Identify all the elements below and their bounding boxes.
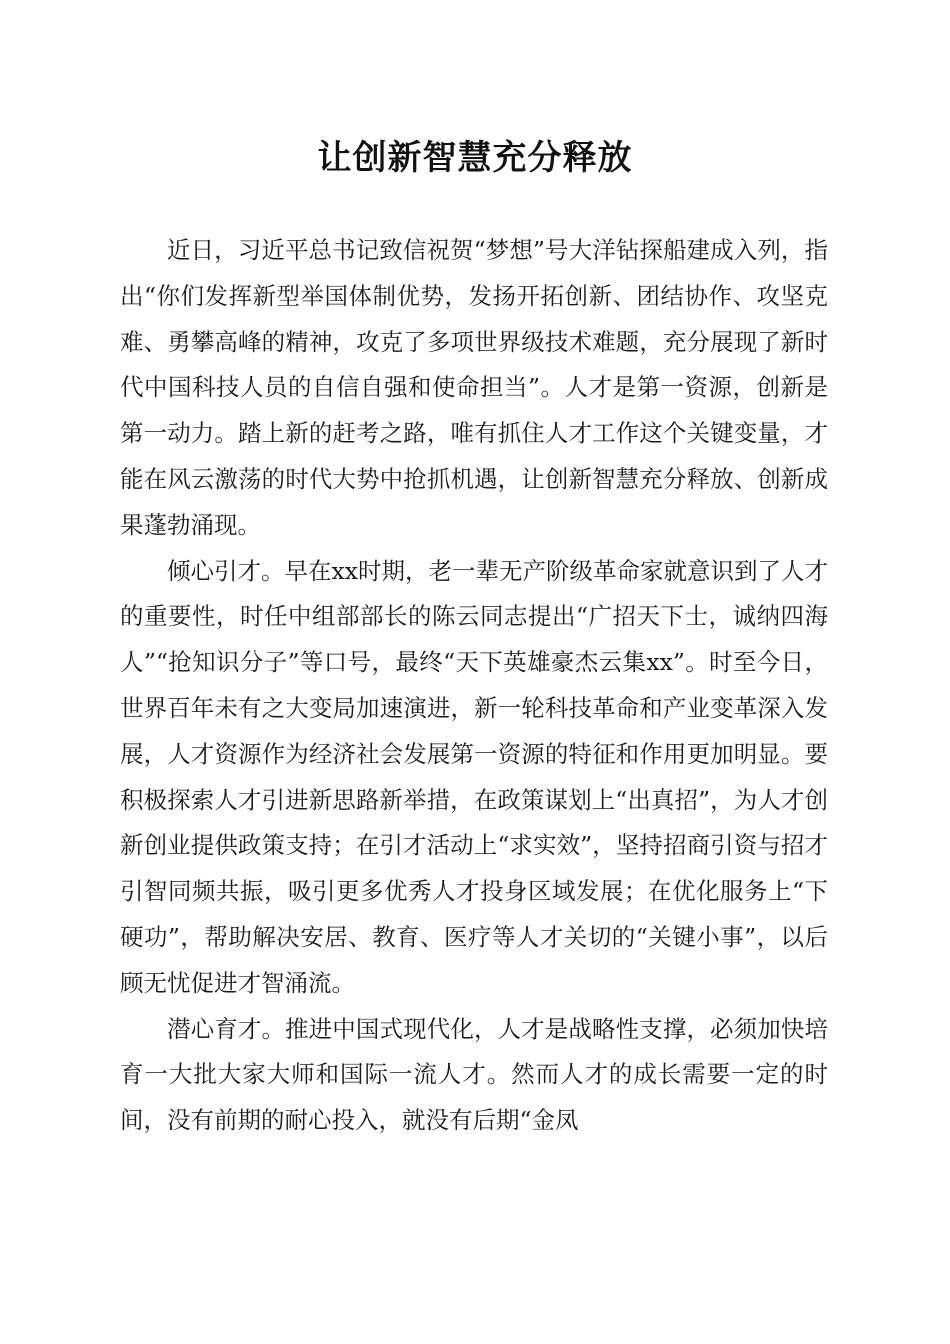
paragraph-cultivate-talent: 潜心育才。推进中国式现代化，人才是战略性支撑，必须加快培育一大批大家大师和国际一流人才。然而人才的成长需要一定的时间，没有前期的耐心投入，就没有后期“金凤	[120, 1014, 828, 1135]
paragraph-intro: 近日，习近平总书记致信祝贺“梦想”号大洋钻探船建成入列，指出“你们发挥新型举国体制优势，发扬开拓创新、团结协作、攻坚克难、勇攀高峰的精神，攻克了多项世界级技术难题，充分展现了新时代中国科技人员的自信自强和使命担当”。人才是第一资源，创新是第一动力。踏上新的赶考之路，唯有抓住人才工作这个关键变量，才能在风云激荡的时代大势中抢抓机遇，让创新智慧充分释放、创新成果蓬勃涌现。	[120, 236, 828, 539]
paragraph-attract-talent: 倾心引才。早在xx时期，老一辈无产阶级革命家就意识到了人才的重要性，时任中组部部长的陈云同志提出“广招天下士，诚纳四海人”“抢知识分子”等口号，最终“天下英雄豪杰云集xx”。时至今日，世界百年未有之大变局加速演进，新一轮科技革命和产业变革深入发展，人才资源作为经济社会发展第一资源的特征和作用更加明显。要积极探索人才引进新思路新举措，在政策谋划上“出真招”，为人才创新创业提供政策支持；在引才活动上“求实效”，坚持招商引资与招才引智同频共振，吸引更多优秀人才投身区域发展；在优化服务上“下硬功”，帮助解决安居、教育、医疗等人才关切的“关键小事”，以后顾无忧促进才智涌流。	[120, 556, 829, 997]
document-title: 让创新智慧充分释放	[317, 138, 633, 178]
document-body	[120, 228, 828, 1144]
